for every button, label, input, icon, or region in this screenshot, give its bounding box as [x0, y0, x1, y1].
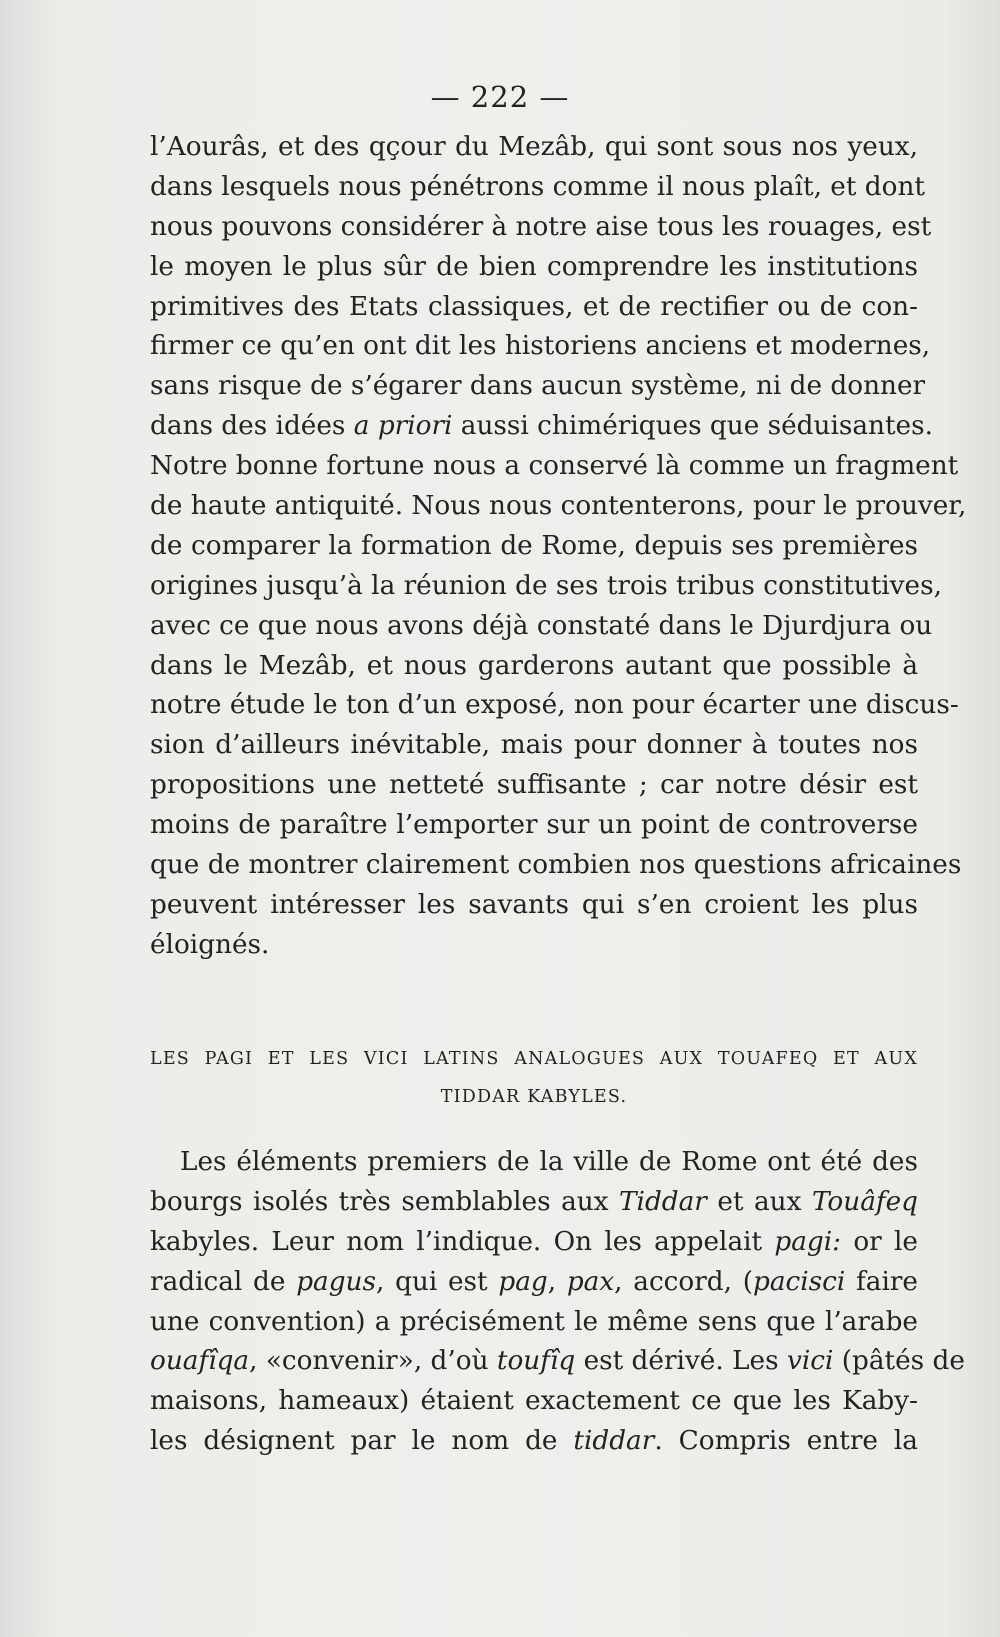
paragraph-1 [150, 128, 967, 966]
text-line: firmer ce qu’en ont dit les historiens anciens et modernes, [150, 331, 931, 362]
italic-term: pax [566, 1266, 615, 1297]
text-line: moins de paraître l’emporter sur un point de controverse [150, 810, 918, 841]
text-line: kabyles. Leur nom l’indique. On les appelait pagi: or le [150, 1226, 918, 1257]
text-line: le moyen le plus sûr de bien comprendre les institutions [150, 251, 918, 282]
italic-term: tiddar [573, 1426, 655, 1457]
text-line: les désignent par le nom de tiddar. Compris entre la [150, 1426, 918, 1457]
text-line: éloignés. [150, 929, 270, 960]
text-line: primitives des Etats classiques, et de rectifier ou de con- [150, 291, 918, 322]
text-line: dans des idées a priori aussi chimériques que séduisantes. [150, 411, 933, 442]
text-line: maisons, hameaux) étaient exactement ce que les Kaby- [150, 1386, 918, 1417]
italic-term: Tiddar [619, 1186, 707, 1217]
section-heading-line-2: TIDDAR KABYLES. [440, 1087, 628, 1107]
text-line: l’Aourâs, et des qçour du Mezâb, qui sont sous nos yeux, [150, 132, 918, 162]
text-line: sans risque de s’égarer dans aucun système, ni de donner [150, 371, 926, 402]
text-line: avec ce que nous avons déjà constaté dans le Djurdjura ou [150, 610, 933, 641]
text-line: dans le Mezâb, et nous garderons autant que possible à [150, 650, 918, 681]
section-heading-line-1: LES PAGI ET LES VICI LATINS ANALOGUES AUX TOUAFEQ ET AUX [150, 1049, 918, 1069]
text-line: une convention) a précisément le même sens que l’arabe [150, 1306, 918, 1337]
text-line: nous pouvons considérer à notre aise tous les rouages, est [150, 211, 932, 242]
italic-term: ouafîqa [150, 1346, 250, 1377]
page-number: — 222 — [430, 80, 570, 114]
text-line: Notre bonne fortune nous a conservé là comme un fragment [150, 451, 959, 482]
text-line: de comparer la formation de Rome, depuis ses premières [150, 530, 918, 561]
italic-term: pagus [296, 1266, 376, 1297]
italic-term: vici [786, 1346, 834, 1377]
text-line: Les éléments premiers de la ville de Rome ont été des [180, 1147, 918, 1177]
text-line: peuvent intéresser les savants qui s’en croient les plus [150, 889, 918, 920]
italic-term: a priori [353, 411, 453, 442]
section-heading [150, 1040, 918, 1116]
text-line: origines jusqu’à la réunion de ses trois tribus constitutives, [150, 570, 942, 601]
italic-term: Touâfeq [811, 1186, 919, 1217]
italic-term: toufîq [496, 1346, 576, 1377]
text-line: que de montrer clairement combien nos questions africaines [150, 850, 962, 881]
italic-term: pag [498, 1266, 548, 1297]
text-line: dans lesquels nous pénétrons comme il nous plaît, et dont [150, 171, 925, 202]
text-line: propositions une netteté suffisante ; car notre désir est [150, 770, 918, 801]
text-line: ouafîqa, «convenir», d’où toufîq est dérivé. Les vici (pâtés de [150, 1346, 965, 1377]
text-line: bourgs isolés très semblables aux Tiddar et aux Touâfeq [150, 1186, 919, 1217]
text-line: sion d’ailleurs inévitable, mais pour donner à toutes nos [150, 730, 918, 761]
paragraph-2 [150, 1143, 965, 1462]
text-line: de haute antiquité. Nous nous contenterons, pour le prouver, [150, 491, 967, 522]
italic-term: pagi: [774, 1226, 842, 1257]
text-line: notre étude le ton d’un exposé, non pour écarter une discus- [150, 690, 959, 721]
text-line: radical de pagus, qui est pag, pax, accord, (pacisci faire [150, 1266, 918, 1297]
italic-term: pacisci [753, 1266, 846, 1297]
